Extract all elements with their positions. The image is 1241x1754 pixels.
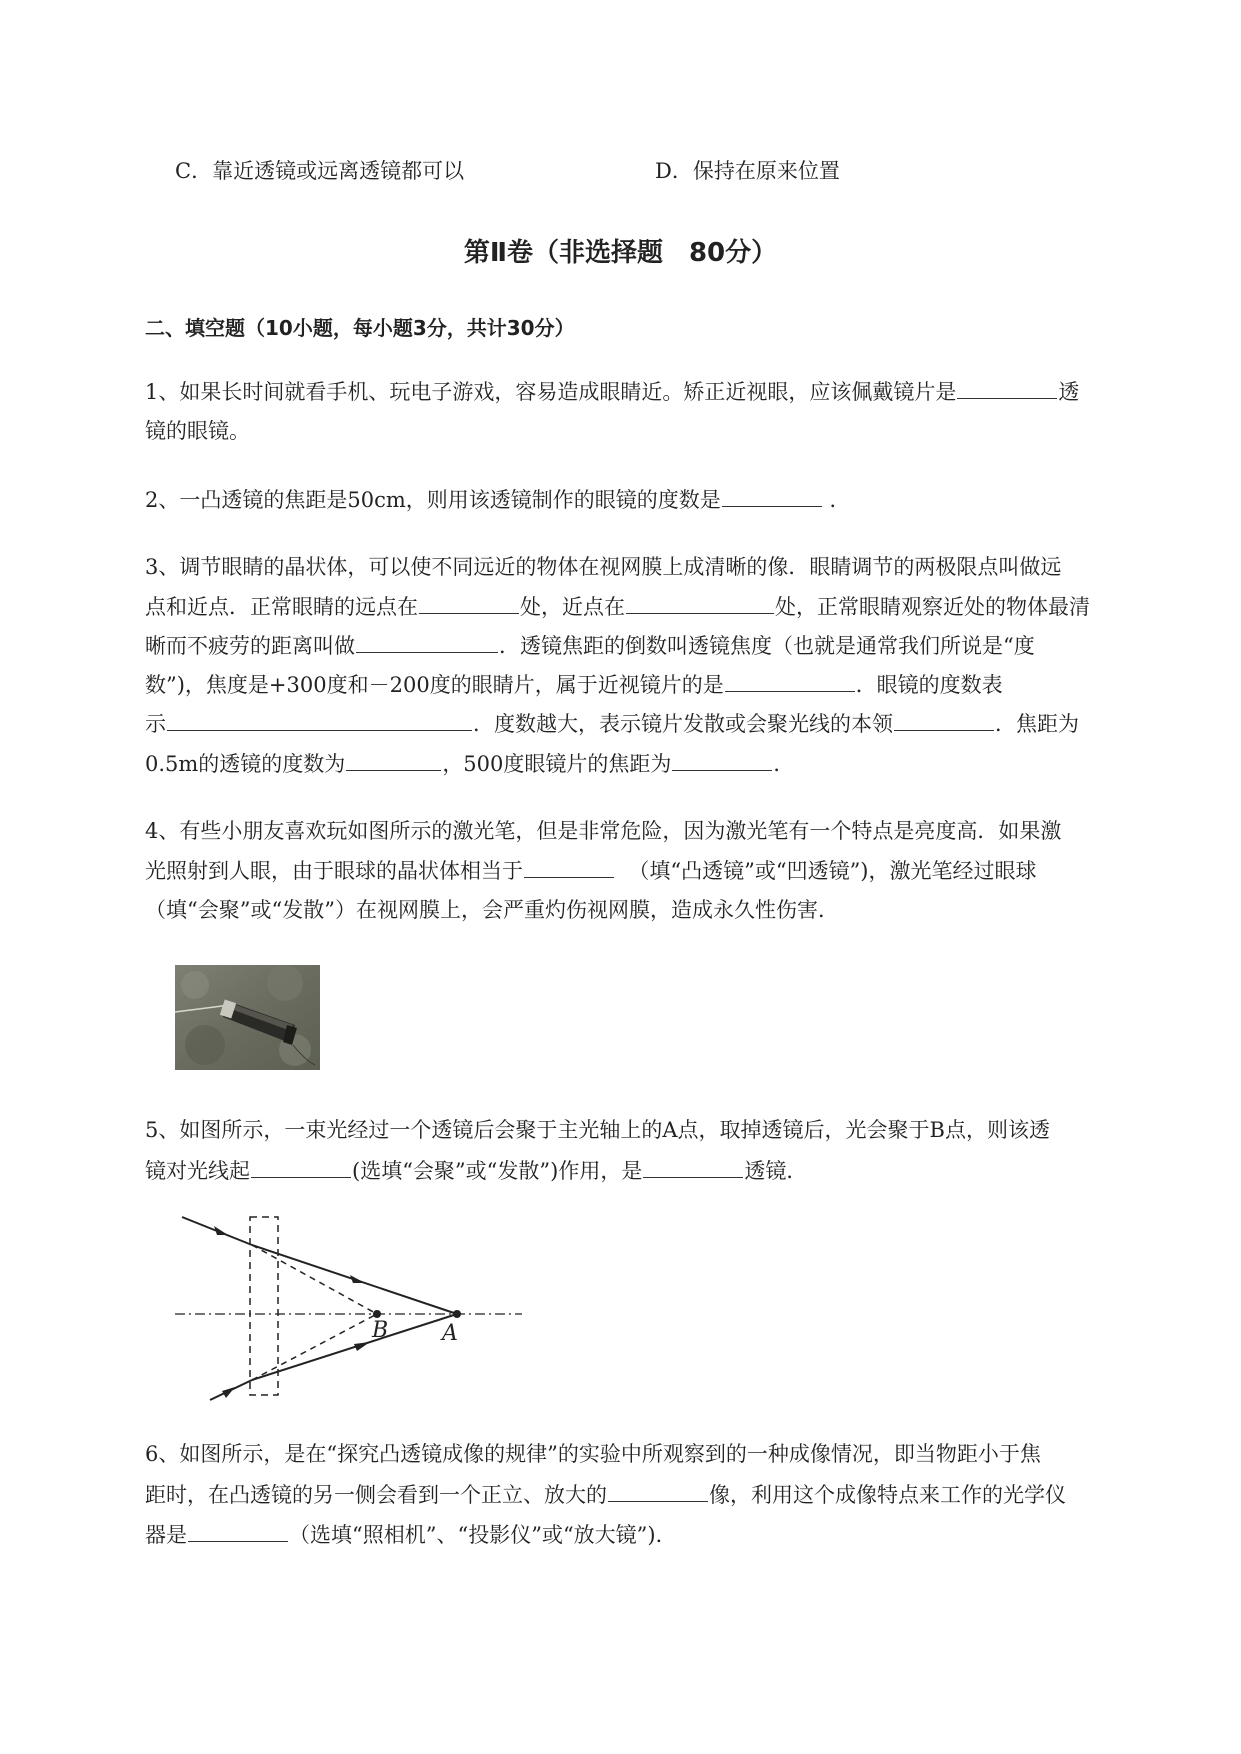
label-a: A	[442, 1321, 458, 1346]
answer-blank[interactable]	[608, 1481, 708, 1502]
arrow-bottom-out	[354, 1342, 370, 1351]
question-4-line-3: （填“会聚”或“发散”）在视网膜上，会严重灼伤视网膜，造成永久性伤害．	[145, 898, 839, 922]
question-5-line-1: 5、如图所示，一束光经过一个透镜后会聚于主光轴上的A点，取掉透镜后，光会聚于B点，则该透	[145, 1118, 1050, 1142]
point-b	[373, 1310, 381, 1318]
arrow-bottom-in	[222, 1387, 235, 1398]
answer-blank[interactable]	[643, 1157, 743, 1178]
answer-blank[interactable]	[251, 1157, 351, 1178]
laser-pen-photo	[175, 965, 320, 1070]
question-3-line-6: 0.5m的透镜的度数为 ，500度眼镜片的焦距为 ．	[145, 752, 795, 776]
lens-convergence-diagram	[170, 1205, 530, 1405]
answer-blank[interactable]	[626, 593, 774, 614]
question-3-line-4: 数”)，焦度是+300度和－200度的眼睛片，属于近视镜片的是 ．眼镜的度数表	[145, 673, 1003, 697]
section-title: 二、填空题（10小题，每小题3分，共计30分）	[145, 316, 575, 340]
answer-blank[interactable]	[524, 857, 614, 878]
answer-blank[interactable]	[346, 750, 441, 771]
question-6-line-1: 6、如图所示，是在“探究凸透镜成像的规律”的实验中所观察到的一种成像情况，即当物距小于焦	[145, 1442, 1041, 1466]
arrow-top-in	[214, 1226, 228, 1235]
question-6-line-3: 器是 （选填“照相机”、“投影仪”或“放大镜”)．	[145, 1523, 677, 1547]
option-d: D．保持在原来位置	[655, 159, 840, 183]
question-3-line-2: 点和近点．正常眼睛的远点在 处，近点在 处，正常眼睛观察近处的物体最清	[145, 595, 1090, 619]
answer-blank[interactable]	[722, 486, 822, 507]
option-c: C．靠近透镜或远离透镜都可以	[175, 159, 465, 183]
question-4-line-2: 光照射到人眼，由于眼球的晶状体相当于 （填“凸透镜”或“凹透镜”)，激光笔经过眼球	[145, 859, 1037, 883]
answer-blank[interactable]	[419, 593, 519, 614]
question-1-line-1: 1、如果长时间就看手机、玩电子游戏，容易造成眼睛近。矫正近视眼，应该佩戴镜片是 透	[145, 380, 1080, 404]
point-a	[453, 1310, 461, 1318]
answer-blank[interactable]	[725, 671, 855, 692]
answer-blank[interactable]	[356, 632, 498, 653]
part-title: 第Ⅱ卷（非选择题 80分）	[463, 238, 778, 268]
question-6-line-2: 距时，在凸透镜的另一侧会看到一个正立、放大的 像，利用这个成像特点来工作的光学仪	[145, 1483, 1066, 1507]
question-3-line-1: 3、调节眼睛的晶状体，可以使不同远近的物体在视网膜上成清晰的像．眼睛调节的两极限点叫做远	[145, 555, 1062, 579]
answer-blank[interactable]	[672, 750, 772, 771]
optics-diagram	[170, 1205, 530, 1405]
arrow-top-out	[350, 1275, 365, 1283]
laser-pen-image	[175, 965, 320, 1070]
question-2: 2、一凸透镜的焦距是50cm，则用该透镜制作的眼镜的度数是 ．	[145, 488, 851, 512]
ray-to-a-bottom	[252, 1314, 457, 1380]
question-5-line-2: 镜对光线起 (选填“会聚”或“发散”)作用，是 透镜．	[145, 1159, 808, 1183]
question-3-line-3: 晰而不疲劳的距离叫做 ．透镜焦距的倒数叫透镜焦度（也就是通常我们所说是“度	[145, 634, 1035, 658]
answer-blank[interactable]	[167, 710, 472, 731]
question-1-line-2: 镜的眼镜。	[145, 419, 250, 443]
answer-blank[interactable]	[188, 1521, 288, 1542]
answer-blank[interactable]	[894, 710, 994, 731]
question-3-line-5: 示 ．度数越大，表示镜片发散或会聚光线的本领 ．焦距为	[145, 712, 1079, 736]
question-4-line-1: 4、有些小朋友喜欢玩如图所示的激光笔，但是非常危险，因为激光笔有一个特点是亮度高．如果激	[145, 819, 1062, 843]
answer-blank[interactable]	[957, 378, 1057, 399]
label-b: B	[372, 1318, 389, 1343]
